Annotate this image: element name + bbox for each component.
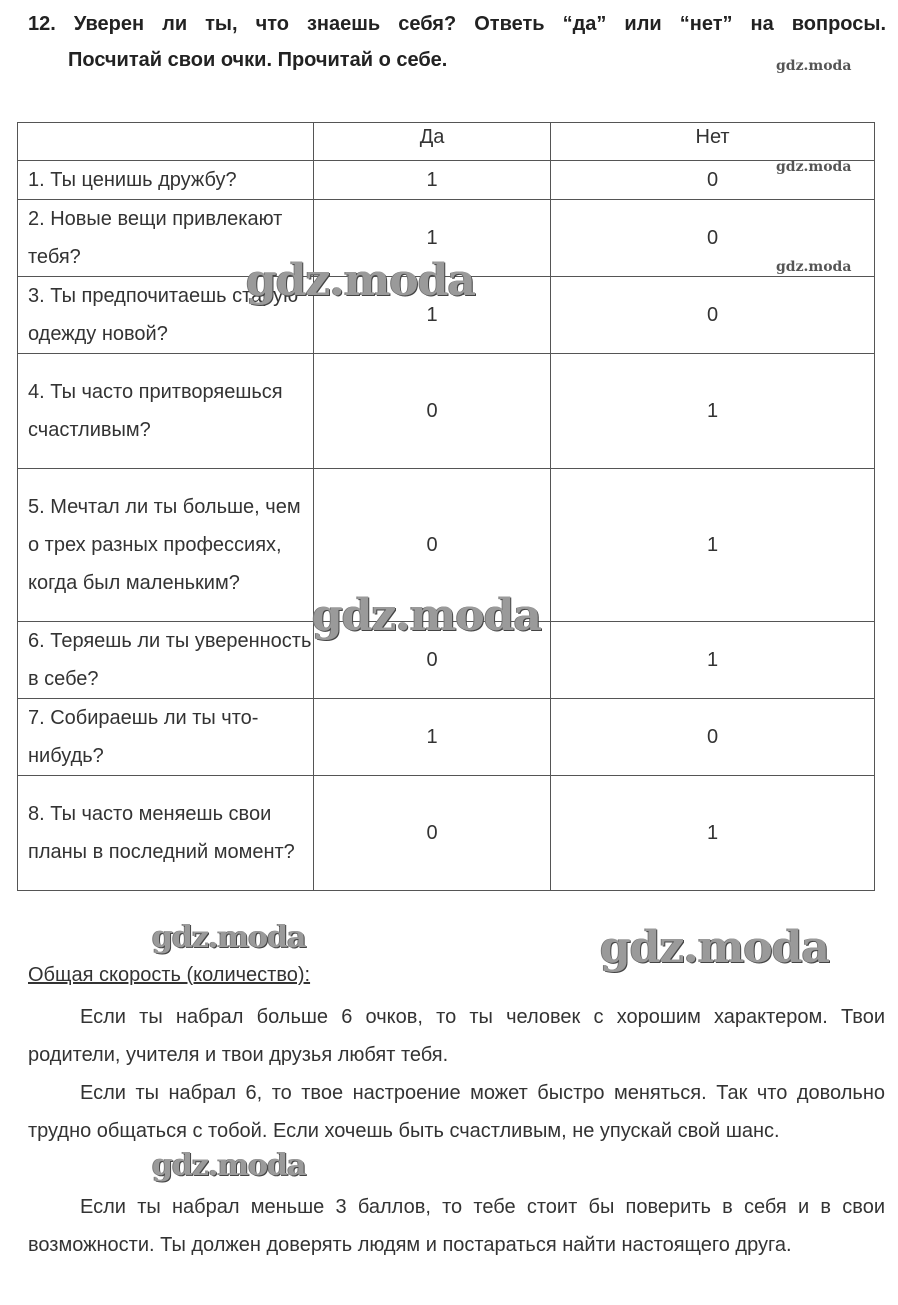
table-row bbox=[18, 776, 875, 891]
yes-cell: 1 bbox=[314, 161, 551, 200]
watermark: gdz.moda bbox=[776, 159, 852, 175]
table-row bbox=[18, 161, 875, 200]
header-yes: Да bbox=[314, 123, 551, 161]
summary-paragraph-high: Если ты набрал больше 6 очков, то ты человек с хорошим характером. Твои родители, учителя и твои друзья любят тебя. bbox=[28, 1006, 885, 1066]
watermark: gdz.moda bbox=[152, 1148, 306, 1183]
table-row bbox=[18, 354, 875, 469]
yes-cell: 0 bbox=[314, 776, 551, 891]
table-header-row bbox=[18, 123, 875, 161]
no-cell: 1 bbox=[551, 469, 875, 622]
yes-cell: 1 bbox=[314, 699, 551, 776]
watermark: gdz.moda bbox=[600, 922, 830, 973]
question-cell: 8. Ты часто меняешь свои планы в последний момент? bbox=[18, 776, 314, 891]
summary-heading: Общая скорость (количество): bbox=[28, 964, 311, 986]
question-cell: 7. Собираешь ли ты что-нибудь? bbox=[18, 699, 314, 776]
no-cell: 0 bbox=[551, 699, 875, 776]
task-title-line1: 12. Уверен ли ты, что знаешь себя? Ответь “да” или “нет” на вопросы. bbox=[28, 13, 886, 35]
no-cell: 1 bbox=[551, 354, 875, 469]
question-cell: 1. Ты ценишь дружбу? bbox=[18, 161, 314, 200]
yes-cell: 0 bbox=[314, 354, 551, 469]
question-cell: 2. Новые вещи привлекают тебя? bbox=[18, 200, 314, 277]
question-cell: 3. Ты предпочитаешь старую одежду новой? bbox=[18, 277, 314, 354]
yes-cell: 1 bbox=[314, 277, 551, 354]
watermark: gdz.moda bbox=[776, 259, 852, 275]
no-cell: 0 bbox=[551, 200, 875, 277]
watermark: gdz.moda bbox=[776, 58, 852, 74]
no-cell: 1 bbox=[551, 776, 875, 891]
watermark: gdz.moda bbox=[152, 920, 306, 955]
yes-cell: 0 bbox=[314, 622, 551, 699]
table-row bbox=[18, 699, 875, 776]
header-no: Нет bbox=[551, 123, 875, 161]
task-title bbox=[28, 6, 886, 78]
no-cell: 0 bbox=[551, 277, 875, 354]
watermark: gdz.moda bbox=[246, 255, 476, 306]
header-question bbox=[18, 123, 314, 161]
questions-table bbox=[17, 122, 875, 891]
summary-paragraph-mid: Если ты набрал 6, то твое настроение может быстро меняться. Так что довольно трудно общаться с тобой. Если хочешь быть счастливым, не упускай свой шанс. bbox=[28, 1082, 885, 1142]
summary-paragraph-low: Если ты набрал меньше 3 баллов, то тебе стоит бы поверить в себя и в свои возможности. Ты должен доверять людям и постараться найти настоящего друга. bbox=[28, 1196, 885, 1256]
no-cell: 1 bbox=[551, 622, 875, 699]
question-cell: 4. Ты часто притворяешься счастливым? bbox=[18, 354, 314, 469]
watermark: gdz.moda bbox=[312, 590, 542, 641]
yes-cell: 0 bbox=[314, 469, 551, 622]
no-cell: 0 bbox=[551, 161, 875, 200]
question-cell: 6. Теряешь ли ты уверенность в себе? bbox=[18, 622, 314, 699]
task-title-line2: Посчитай свои очки. Прочитай о себе. bbox=[68, 49, 448, 71]
question-cell: 5. Мечтал ли ты больше, чем о трех разных профессиях, когда был маленьким? bbox=[18, 469, 314, 622]
yes-cell: 1 bbox=[314, 200, 551, 277]
